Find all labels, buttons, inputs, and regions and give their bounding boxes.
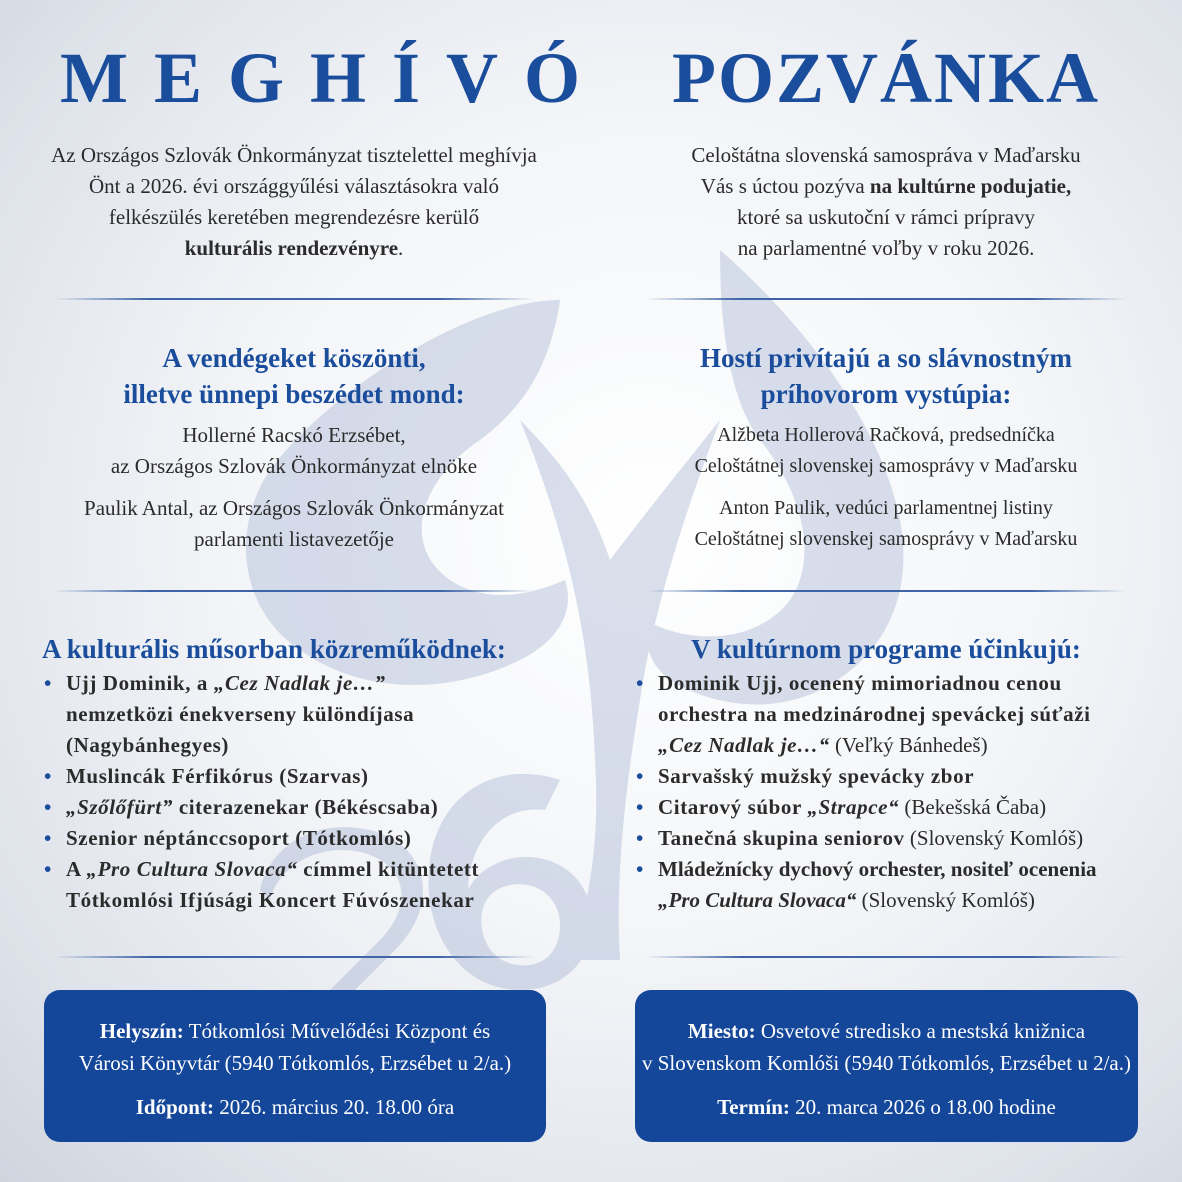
hu-program-2-text: Muslincák Férfikórus (Szarvas) <box>66 764 369 788</box>
sk-welcome-heading-line-2: príhovorom vystúpia: <box>760 379 1012 409</box>
sk-venue-line-1: Osvetové stredisko a mestská knižnica <box>755 1019 1086 1043</box>
bullet-icon: • <box>44 857 52 881</box>
hu-program-4-text: Szenior néptánccsoport (Tótkomlós) <box>66 826 412 850</box>
sk-venue-label: Miesto: <box>687 1019 756 1043</box>
sk-program-4-text: Tanečná skupina seniorov <box>658 826 905 850</box>
sk-program-5-title: „Pro Cultura Slovaca“ <box>658 888 857 912</box>
list-item <box>634 792 1154 823</box>
hu-venue-label: Helyszín: <box>99 1019 184 1043</box>
bullet-icon: • <box>44 764 52 788</box>
bullet-icon: • <box>636 764 644 788</box>
hu-program-heading: A kulturális műsorban közreműködnek: <box>42 634 506 664</box>
hu-venue <box>44 1015 546 1079</box>
sk-program-1-place: (Veľký Bánhedeš) <box>829 733 988 757</box>
bullet-icon: • <box>636 671 644 695</box>
hu-program-1-line-2: nemzetközi énekverseny különdíjasa <box>66 702 415 726</box>
hu-time-value: 2026. március 20. 18.00 óra <box>213 1095 455 1119</box>
sk-program-3-place: (Bekešská Čaba) <box>899 795 1047 819</box>
sk-intro <box>626 140 1146 264</box>
separator-line <box>54 298 534 300</box>
list-item <box>634 761 1154 792</box>
bullet-icon: • <box>636 857 644 881</box>
hu-speaker-2 <box>34 493 554 555</box>
sk-speaker-1 <box>626 420 1146 482</box>
separator-line <box>646 298 1126 300</box>
hu-program-3-title: „Szőlőfürt” <box>66 795 173 819</box>
sk-program-list <box>634 668 1154 916</box>
sk-program-3-text: Citarový súbor <box>658 795 808 819</box>
sk-program-3-title: „Strapce“ <box>807 795 900 819</box>
hu-intro-line-1: Az Országos Szlovák Önkormányzat tisztelettel meghívja <box>51 143 537 167</box>
hu-intro <box>34 140 554 264</box>
hu-time <box>44 1091 546 1123</box>
hu-speaker-2-line-1: Paulik Antal, az Országos Szlovák Önkormányzat <box>84 496 504 520</box>
list-item <box>634 854 1154 916</box>
hu-program-5-text: A <box>66 857 87 881</box>
hu-intro-end: . <box>398 236 404 260</box>
hu-program-5-line-2: Tótkomlósi Ifjúsági Koncert Fúvószenekar <box>66 888 475 912</box>
sk-intro-line-3: ktoré sa uskutoční v rámci prípravy <box>737 205 1035 229</box>
sk-program-4-place: (Slovenský Komlóš) <box>904 826 1084 850</box>
hu-program-1-title: „Cez Nadlak je…” <box>213 671 386 695</box>
sk-welcome-heading-line-1: Hostí privítajú a so slávnostným <box>699 343 1073 373</box>
bullet-icon: • <box>636 826 644 850</box>
sk-program-heading: V kultúrnom programe účinkujú: <box>691 634 1081 664</box>
sk-intro-bold: na kultúrne podujatie, <box>869 174 1072 198</box>
sk-speaker-2-line-1: Anton Paulik, vedúci parlamentnej listiny <box>719 497 1053 519</box>
hu-info-box <box>44 990 546 1142</box>
sk-info-box <box>635 990 1138 1142</box>
hu-program-5-text-end: címmel kitüntetett <box>297 857 480 881</box>
hu-program-list <box>42 668 562 916</box>
hu-intro-line-3: felkészülés keretében megrendezésre kerülő <box>108 205 480 229</box>
sk-time <box>635 1091 1138 1123</box>
sk-speaker-1-line-2: Celoštátnej slovenskej samosprávy v Maďarsku <box>694 455 1078 477</box>
sk-program-1-line-2: orchestra na medzinárodnej speváckej súťaži <box>658 702 1091 726</box>
sk-program-1-line-1: Dominik Ujj, ocenený mimoriadnou cenou <box>658 671 1062 695</box>
hu-program-3-text: citerazenekar (Békéscsaba) <box>172 795 439 819</box>
sk-time-label: Termín: <box>717 1095 790 1119</box>
bullet-icon: • <box>44 671 52 695</box>
hu-venue-line-1: Tótkomlósi Művelődési Központ és <box>183 1019 491 1043</box>
separator-line <box>646 956 1126 958</box>
hu-time-label: Időpont: <box>135 1095 214 1119</box>
hu-intro-bold: kulturális rendezvényre <box>184 236 399 260</box>
bullet-icon: • <box>636 795 644 819</box>
sk-venue <box>635 1015 1138 1079</box>
list-item <box>42 823 562 854</box>
hu-program-5-title: „Pro Cultura Slovaca“ <box>86 857 298 881</box>
sk-program-5-line-1: Mládežnícky dychový orchester, nositeľ ocenenia <box>658 857 1097 881</box>
title-meghivo: MEGHÍVÓ <box>60 38 607 118</box>
sk-intro-line-1: Celoštátna slovenská samospráva v Maďarsku <box>691 143 1081 167</box>
sk-program-2-text: Sarvašský mužský spevácky zbor <box>658 764 975 788</box>
separator-line <box>54 956 534 958</box>
hu-speaker-1-line-1: Hollerné Racskó Erzsébet, <box>182 423 406 447</box>
hu-program-1-text: Ujj Dominik, a <box>66 671 214 695</box>
hu-speaker-2-line-2: parlamenti listavezetője <box>194 527 394 551</box>
sk-intro-line-4: na parlamentné voľby v roku 2026. <box>737 236 1035 260</box>
hu-intro-line-2: Önt a 2026. évi országgyűlési választásokra való <box>89 174 499 198</box>
list-item <box>42 761 562 792</box>
hu-welcome-heading-line-1: A vendégeket köszönti, <box>162 343 426 373</box>
sk-speaker-2-line-2: Celoštátnej slovenskej samosprávy v Maďarsku <box>694 528 1078 550</box>
sk-venue-line-2: v Slovenskom Komlóši (5940 Tótkomlós, Erzsébet u 2/a.) <box>642 1051 1131 1075</box>
separator-line <box>646 590 1126 592</box>
hu-welcome-heading-line-2: illetve ünnepi beszédet mond: <box>123 379 465 409</box>
bullet-icon: • <box>44 826 52 850</box>
list-item <box>634 823 1154 854</box>
sk-time-value: 20. marca 2026 o 18.00 hodine <box>789 1095 1056 1119</box>
hu-venue-line-2: Városi Könyvtár (5940 Tótkomlós, Erzsébet u 2/a.) <box>78 1051 512 1075</box>
sk-intro-line-2a: Vás s úctou pozýva <box>700 174 870 198</box>
list-item <box>42 792 562 823</box>
list-item <box>42 854 562 916</box>
bullet-icon: • <box>44 795 52 819</box>
sk-program-1-title: „Cez Nadlak je…“ <box>658 733 830 757</box>
sk-speaker-1-line-1: Alžbeta Hollerová Račková, predsedníčka <box>717 424 1055 446</box>
title-pozvanka: POZVÁNKA <box>672 38 1100 118</box>
separator-line <box>54 590 534 592</box>
list-item <box>42 668 562 761</box>
hu-speaker-1-line-2: az Országos Szlovák Önkormányzat elnöke <box>110 454 478 478</box>
sk-speaker-2 <box>626 493 1146 555</box>
hu-program-1-line-3: (Nagybánhegyes) <box>66 733 230 757</box>
hu-speaker-1 <box>34 420 554 482</box>
sk-program-5-place: (Slovenský Komlóš) <box>856 888 1035 912</box>
list-item <box>634 668 1154 761</box>
hu-welcome-heading <box>34 340 554 412</box>
sk-welcome-heading <box>626 340 1146 412</box>
